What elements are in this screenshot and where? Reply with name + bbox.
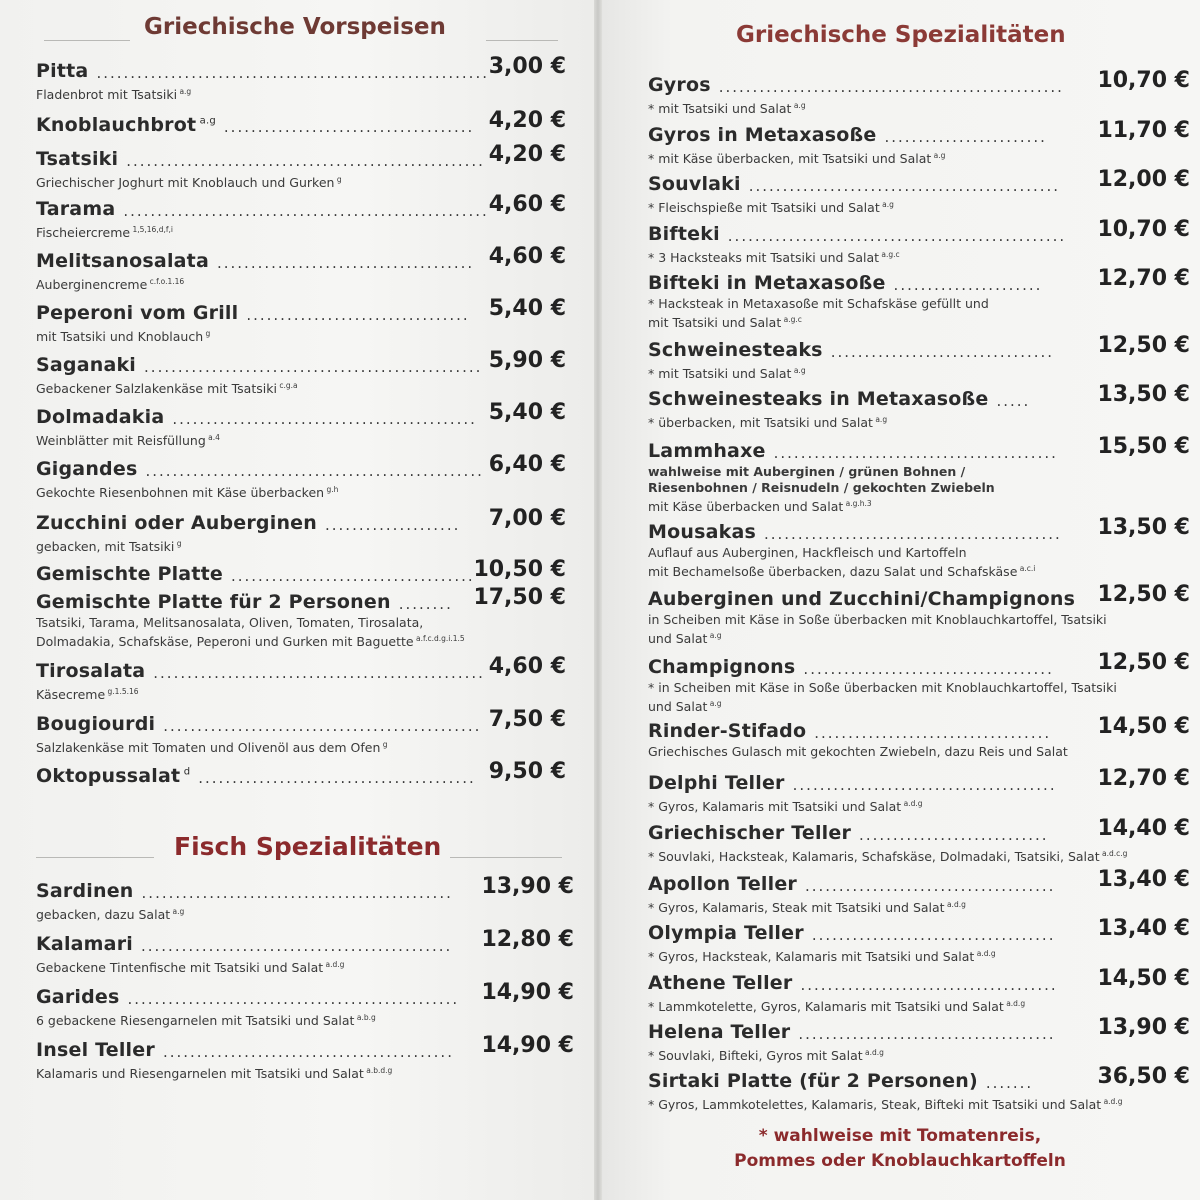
dish-name: Apollon Teller [648, 873, 797, 895]
dish-name: Helena Teller [648, 1021, 791, 1043]
dish-name: Dolmadakia [36, 406, 165, 428]
leader-dots: ......................................... [198, 769, 476, 787]
dish-name: Sirtaki Platte (für 2 Personen) [648, 1070, 978, 1092]
allergen-note: a.d.g [944, 900, 966, 909]
leader-dots: .................................... [230, 567, 475, 585]
dish-description: Gekochte Riesenbohnen mit Käse überbacken $^{g.h}$ [36, 485, 339, 501]
leader-dots: .............................................. [141, 884, 453, 902]
leader-dots: ...................................... [798, 1025, 1056, 1043]
menu-item-gyros [648, 68, 1190, 117]
dish-description: * Souvlaki, Bifteki, Gyros mit Salat $^{a.d.g}$ [648, 1048, 884, 1064]
leader-dots: ...................................................... [123, 202, 489, 220]
menu-item-bifteki [648, 217, 1190, 266]
leader-dots: ................................. [246, 306, 470, 324]
allergen-note: c.g.a [276, 381, 298, 390]
dish-name: Kalamari [36, 933, 133, 955]
dish-description: * Gyros, Hacksteak, Kalamaris mit Tsatsiki und Salat $^{a.d.g}$ [648, 949, 996, 965]
dish-description: * Gyros, Kalamaris, Steak mit Tsatsiki und Salat $^{a.d.g}$ [648, 900, 966, 916]
dish-price: 12,70 € [1097, 766, 1190, 791]
menu-item-gemischte-platte-fuer-2-personen [36, 585, 566, 650]
allergen-note: a.d.g [1003, 999, 1026, 1008]
allergen-note: c.f.o.1.16 [147, 277, 185, 286]
dish-description: Gebackener Salzlakenkäse mit Tsatsiki $^{c.g.a}$ [36, 381, 298, 397]
dish-description: mit Bechamelsoße überbacken, dazu Salat und Schafskäse $^{a.c.i}$ [648, 564, 1036, 580]
dish-description: Fischeiercreme $^{1,5,16,d,f,i}$ [36, 225, 173, 241]
section-rule [44, 40, 130, 41]
dish-name: Auberginen und Zucchini/Champignons [648, 588, 1076, 610]
menu-item-athene-teller [648, 966, 1190, 1015]
dish-name: Tsatsiki [36, 148, 119, 170]
dish-name: Delphi Teller [648, 772, 785, 794]
leader-dots: ................................................. [153, 664, 485, 682]
dish-price: 4,20 € [488, 142, 566, 167]
section-title-spezialitaeten: Griechische Spezialitäten [736, 22, 1066, 48]
menu-item-knoblauchbrot [36, 108, 566, 138]
dish-price: 10,70 € [1097, 68, 1190, 93]
dish-price: 11,70 € [1097, 118, 1190, 143]
allergen-note: a.d.g [1101, 1097, 1123, 1106]
leader-dots: ................................... [814, 724, 1052, 742]
menu-item-auberginen-und-zucchini-champignons [648, 582, 1190, 647]
allergen-note: a.g.c [781, 315, 802, 324]
dish-description: 6 gebackene Riesengarnelen mit Tsatsiki und Salat $^{a.b.g}$ [36, 1013, 376, 1029]
dish-price: 13,50 € [1097, 382, 1190, 407]
dish-description: * Souvlaki, Hacksteak, Kalamaris, Schafskäse, Dolmadaki, Tsatsiki, Salat $^{a.d.c.g}$ [648, 849, 1128, 865]
allergen-note: a.g [170, 907, 185, 916]
dish-description: * Lammkotelette, Gyros, Kalamaris mit Tsatsiki und Salat $^{a.d.g}$ [648, 999, 1026, 1015]
dish-description: * 3 Hacksteaks mit Tsatsiki und Salat $^{a.g.c}$ [648, 250, 900, 266]
dish-price: 13,40 € [1097, 867, 1190, 892]
allergen-note: a.b.d.g [363, 1066, 393, 1075]
dish-name: Bougiourdi [36, 713, 156, 735]
dish-description: Dolmadakia, Schafskäse, Peperoni und Gurken mit Baguette $^{a.f.c.d.g.i.1.5}$ [36, 634, 465, 650]
menu-item-champignons [648, 650, 1190, 715]
leader-dots: .......................................................... [96, 64, 489, 82]
menu-item-schweinesteaks-in-metaxasosse [648, 382, 1190, 431]
menu-item-mousakas [648, 515, 1190, 580]
dish-name: Gigandes [36, 458, 138, 480]
dish-price: 13,50 € [1097, 515, 1190, 540]
dish-description: * Gyros, Kalamaris mit Tsatsiki und Salat $^{a.d.g}$ [648, 799, 923, 815]
dish-price: 12,50 € [1097, 650, 1190, 675]
dish-name: Tirosalata [36, 660, 146, 682]
dish-price: 36,50 € [1097, 1064, 1190, 1089]
leader-dots: ................................................. [127, 990, 460, 1008]
menu-item-sirtaki-platte-fuer-2-personen [648, 1064, 1190, 1113]
allergen-note: g [334, 175, 342, 184]
dish-name: Sardinen [36, 880, 134, 902]
section-rule [450, 857, 562, 858]
menu-item-sardinen [36, 874, 574, 923]
allergen-note: g.h [324, 485, 339, 494]
dish-name: Insel Teller [36, 1039, 155, 1061]
section-title-fisch: Fisch Spezialitäten [174, 832, 442, 861]
allergen-note: a.d.g [901, 799, 923, 808]
leader-dots: ....................................... [792, 776, 1057, 794]
allergen-note: a.g [196, 115, 216, 127]
dish-name: Bifteki in Metaxasoße [648, 272, 886, 294]
leader-dots: ..................................... [804, 877, 1056, 895]
dish-description: Kalamaris und Riesengarnelen mit Tsatsiki und Salat $^{a.b.d.g}$ [36, 1066, 393, 1082]
footnote-line: Pommes oder Knoblauchkartoffeln [734, 1151, 1066, 1171]
dish-description: * überbacken, mit Tsatsiki und Salat $^{a.g}$ [648, 415, 888, 431]
dish-description: * Fleischspieße mit Tsatsiki und Salat $^{a.g}$ [648, 200, 894, 216]
menu-item-bougiourdi [36, 707, 566, 756]
leader-dots: ............................................ [763, 525, 1062, 543]
menu-item-dolmadakia [36, 400, 566, 449]
dish-description: und Salat $^{a.g}$ [648, 631, 722, 647]
dish-name: Gyros [648, 74, 711, 96]
allergen-note: a.g [931, 151, 946, 160]
allergen-note: a.g [872, 415, 888, 424]
dish-name: Garides [36, 986, 120, 1008]
dish-price: 4,60 € [488, 192, 566, 217]
leader-dots: .................................... [811, 926, 1056, 944]
menu-item-tarama [36, 192, 566, 241]
dish-description: Griechischer Joghurt mit Knoblauch und Gurken $^g$ [36, 175, 342, 191]
dish-name: Bifteki [648, 223, 720, 245]
dish-price: 13,90 € [1097, 1015, 1190, 1040]
menu-item-griechischer-teller [648, 816, 1190, 865]
menu-item-bifteki-in-metaxasosse [648, 266, 1190, 331]
leader-dots: .............................................. [140, 937, 453, 955]
dish-price: 17,50 € [473, 585, 566, 610]
menu-item-pitta [36, 54, 566, 103]
allergen-note: a.d.g [974, 949, 996, 958]
leader-dots: ...................................... [800, 976, 1058, 994]
dish-name: Gemischte Platte [36, 563, 223, 585]
leader-dots: .................................................. [727, 227, 1067, 245]
section-rule [36, 857, 154, 858]
dish-description: Käsecreme $^{g.1.5.16}$ [36, 687, 139, 703]
dish-description: gebacken, mit Tsatsiki $^g$ [36, 539, 182, 555]
dish-price: 10,70 € [1097, 217, 1190, 242]
dish-description: * mit Käse überbacken, mit Tsatsiki und Salat $^{a.g}$ [648, 151, 946, 167]
dish-name: Schweinesteaks in Metaxasoße [648, 388, 989, 410]
dish-name: Griechischer Teller [648, 822, 852, 844]
dish-price: 9,50 € [488, 759, 566, 784]
dish-description: * mit Tsatsiki und Salat $^{a.g}$ [648, 366, 806, 382]
dish-price: 13,90 € [481, 874, 574, 899]
dish-name: Tarama [36, 198, 116, 220]
menu-item-garides [36, 980, 574, 1029]
menu-item-saganaki [36, 348, 566, 397]
leader-dots: ..................................... [223, 118, 475, 136]
leader-dots: .......................................... [773, 444, 1058, 462]
dish-description: * Gyros, Lammkotelettes, Kalamaris, Steak, Bifteki mit Tsatsiki und Salat $^{a.d.g}$ [648, 1097, 1123, 1113]
dish-price: 14,50 € [1097, 714, 1190, 739]
section-title-vorspeisen: Griechische Vorspeisen [144, 14, 446, 40]
menu-item-lammhaxe [648, 434, 1190, 515]
allergen-note: a.g.h.3 [843, 499, 872, 508]
dish-description: Weinblätter mit Reisfüllung $^{a.4}$ [36, 433, 220, 449]
leader-dots: ..................................... [803, 660, 1054, 678]
menu-item-rinder-stifado [648, 714, 1190, 760]
allergen-note: g [203, 329, 211, 338]
menu-item-insel-teller [36, 1033, 574, 1082]
dish-price: 12,50 € [1097, 333, 1190, 358]
allergen-note: a.d.g [862, 1048, 884, 1057]
dish-price: 10,50 € [473, 557, 566, 582]
dish-name: Gyros in Metaxasoße [648, 124, 877, 146]
allergen-note: 1,5,16,d,f,i [130, 225, 173, 234]
allergen-note: a.d.g [323, 960, 345, 969]
leader-dots: ............................ [859, 826, 1049, 844]
dish-name: Souvlaki [648, 173, 741, 195]
dish-description: in Scheiben mit Käse in Soße überbacken mit Knoblauchkartoffel, Tsatsiki [648, 612, 1107, 627]
dish-name: Zucchini oder Auberginen [36, 512, 317, 534]
dish-price: 4,20 € [488, 108, 566, 133]
menu-item-delphi-teller [648, 766, 1190, 815]
dish-description: mit Käse überbacken und Salat $^{a.g.h.3}$ [648, 499, 872, 515]
dish-description: Griechisches Gulasch mit gekochten Zwiebeln, dazu Reis und Salat [648, 744, 1068, 759]
dish-description: mit Tsatsiki und Salat $^{a.g.c}$ [648, 315, 802, 331]
menu-item-souvlaki [648, 167, 1190, 216]
menu-item-zucchini-oder-auberginen [36, 506, 566, 555]
dish-name: Saganaki [36, 354, 137, 376]
dish-price: 6,40 € [488, 452, 566, 477]
dish-price: 14,40 € [1097, 816, 1190, 841]
allergen-note: a.b.g [354, 1013, 376, 1022]
dish-description: * Hacksteak in Metaxasoße mit Schafskäse gefüllt und [648, 296, 989, 311]
menu-item-helena-teller [648, 1015, 1190, 1064]
dish-price: 14,90 € [481, 1033, 574, 1058]
allergen-note: a.g [707, 699, 722, 708]
dish-description: wahlweise mit Auberginen / grünen Bohnen / [648, 464, 966, 479]
dish-name: Oktopussalat $^d$ [36, 765, 191, 787]
allergen-note: d [180, 766, 191, 778]
dish-name: Pitta [36, 60, 89, 82]
dish-price: 12,70 € [1097, 266, 1190, 291]
allergen-note: a.f.c.d.g.i.1.5 [413, 634, 465, 643]
allergen-note: a.4 [205, 433, 220, 442]
menu-item-gigandes [36, 452, 566, 501]
allergen-note: g.1.5.16 [105, 687, 139, 696]
menu-item-schweinesteaks [648, 333, 1190, 382]
allergen-note: a.d.c.g [1099, 849, 1128, 858]
dish-price: 3,00 € [488, 54, 566, 79]
dish-name: Olympia Teller [648, 922, 804, 944]
menu-item-tirosalata [36, 654, 566, 703]
menu-item-tsatsiki [36, 142, 566, 191]
allergen-note: g [174, 539, 182, 548]
menu-item-gemischte-platte [36, 557, 566, 587]
dish-description: Gebackene Tintenfische mit Tsatsiki und Salat $^{a.d.g}$ [36, 960, 345, 976]
dish-description: Auberginencreme $^{c.f.o.1.16}$ [36, 277, 185, 293]
leader-dots: ................................................... [718, 78, 1064, 96]
dish-description: Riesenbohnen / Reisnudeln / gekochten Zwiebeln [648, 480, 995, 495]
dish-description: Salzlakenkäse mit Tomaten und Olivenöl aus dem Ofen $^g$ [36, 740, 388, 756]
dish-price: 7,00 € [488, 506, 566, 531]
dish-name: Gemischte Platte für 2 Personen [36, 591, 391, 613]
dish-description: Auflauf aus Auberginen, Hackfleisch und Kartoffeln [648, 545, 967, 560]
dish-price: 15,50 € [1097, 434, 1190, 459]
allergen-note: a.g.c [879, 250, 900, 259]
allergen-note: a.g [791, 366, 806, 375]
leader-dots: ....... [985, 1074, 1034, 1092]
dish-name: Athene Teller [648, 972, 793, 994]
dish-name: Melitsanosalata [36, 250, 209, 272]
menu-item-melitsanosalata [36, 244, 566, 293]
dish-name: Rinder-Stifado [648, 720, 807, 742]
dish-description: * in Scheiben mit Käse in Soße überbacken mit Knoblauchkartoffel, Tsatsiki [648, 680, 1117, 695]
menu-item-kalamari [36, 927, 574, 976]
allergen-note: g [380, 740, 388, 749]
page-fold [594, 0, 602, 1200]
menu-item-apollon-teller [648, 867, 1190, 916]
leader-dots: ............................................. [172, 410, 477, 428]
leader-dots: ...................... [893, 276, 1043, 294]
menu-item-gyros-in-metaxasosse [648, 118, 1190, 167]
leader-dots: ..... [996, 392, 1031, 410]
dish-price: 5,90 € [488, 348, 566, 373]
menu-item-peperoni-vom-grill [36, 296, 566, 345]
leader-dots: ............................................... [163, 717, 482, 735]
dish-price: 12,50 € [1097, 582, 1190, 607]
allergen-note: a.g [791, 101, 806, 110]
dish-price: 5,40 € [488, 296, 566, 321]
allergen-note: a.g [177, 87, 192, 96]
leader-dots: .................... [325, 516, 461, 534]
menu-item-oktopussalat [36, 759, 566, 789]
dish-price: 14,90 € [481, 980, 574, 1005]
allergen-note: a.c.i [1017, 564, 1036, 573]
dish-description: mit Tsatsiki und Knoblauch $^g$ [36, 329, 211, 345]
dish-name: Knoblauchbrot $^{a.g}$ [36, 114, 216, 136]
dish-description: gebacken, dazu Salat $^{a.g}$ [36, 907, 185, 923]
allergen-note: a.g [707, 631, 722, 640]
footnote-line: * wahlweise mit Tomatenreis, [758, 1126, 1042, 1146]
section-rule [486, 40, 558, 41]
dish-name: Peperoni vom Grill [36, 302, 239, 324]
menu-item-olympia-teller [648, 916, 1190, 965]
dish-description: Tsatsiki, Tarama, Melitsanosalata, Oliven, Tomaten, Tirosalata, [36, 615, 424, 630]
dish-price: 5,40 € [488, 400, 566, 425]
dish-price: 4,60 € [488, 654, 566, 679]
leader-dots: ...................................... [216, 254, 475, 272]
dish-price: 12,00 € [1097, 167, 1190, 192]
dish-name: Mousakas [648, 521, 756, 543]
dish-description: Fladenbrot mit Tsatsiki $^{a.g}$ [36, 87, 192, 103]
dish-price: 7,50 € [488, 707, 566, 732]
leader-dots: ........ [398, 595, 453, 613]
dish-price: 14,50 € [1097, 966, 1190, 991]
dish-description: und Salat $^{a.g}$ [648, 699, 722, 715]
dish-name: Schweinesteaks [648, 339, 823, 361]
leader-dots: .............................................. [748, 177, 1061, 195]
dish-name: Champignons [648, 656, 796, 678]
leader-dots: .................................................. [145, 462, 484, 480]
leader-dots: ..................................................... [126, 152, 485, 170]
leader-dots: ................................. [830, 343, 1055, 361]
leader-dots: ........................................... [162, 1043, 454, 1061]
leader-dots: ........................ [884, 128, 1047, 146]
allergen-note: a.g [879, 200, 894, 209]
dish-name: Lammhaxe [648, 440, 766, 462]
leader-dots: .................................................. [144, 358, 483, 376]
side-dish-footnote [720, 1124, 1080, 1174]
dish-price: 13,40 € [1097, 916, 1190, 941]
dish-description: * mit Tsatsiki und Salat $^{a.g}$ [648, 101, 806, 117]
dish-price: 4,60 € [488, 244, 566, 269]
dish-price: 12,80 € [481, 927, 574, 952]
